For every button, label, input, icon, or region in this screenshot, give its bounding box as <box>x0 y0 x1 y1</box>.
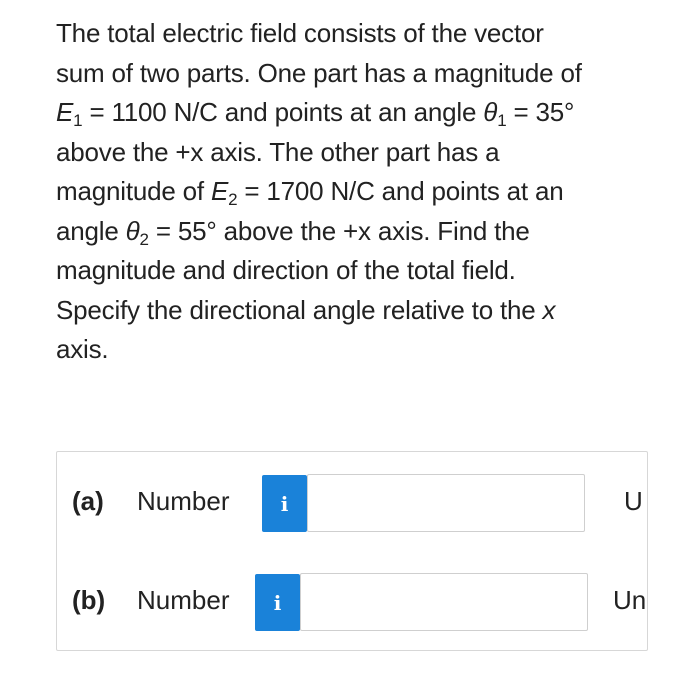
info-icon: i <box>273 590 282 615</box>
number-label-b: Number <box>137 585 230 615</box>
units-select-b[interactable]: Un <box>613 585 647 615</box>
answer-panel <box>56 451 648 651</box>
x-symbol: x <box>542 294 556 325</box>
text-segment: angle <box>56 215 126 246</box>
text-segment: = 55° above the +x axis. Find the <box>148 215 530 246</box>
problem-line-8 <box>56 291 656 331</box>
subscript: 1 <box>497 111 507 130</box>
number-label-a: Number <box>137 486 230 516</box>
number-input-a[interactable] <box>307 474 585 532</box>
part-a-label: (a) <box>72 486 104 516</box>
info-button-b[interactable] <box>255 574 300 631</box>
problem-line-9: axis. <box>56 334 109 364</box>
text-segment: = 1100 N/C and points at an angle <box>82 97 484 127</box>
problem-line-3 <box>56 93 656 133</box>
theta-symbol: θ <box>483 97 498 127</box>
text-segment: = 35° <box>506 97 575 127</box>
subscript: 1 <box>73 111 83 130</box>
problem-line-7: magnitude and direction of the total field. <box>56 255 516 285</box>
problem-line-1: The total electric field consists of the vector <box>56 18 544 48</box>
answer-row-b <box>57 571 649 633</box>
info-icon: i <box>280 491 289 516</box>
units-select-a[interactable]: U <box>624 486 643 516</box>
theta-symbol: θ <box>125 215 140 246</box>
text-segment: Specify the directional angle relative to the <box>56 294 543 325</box>
problem-statement <box>56 14 656 370</box>
e-symbol: E <box>210 176 229 206</box>
problem-line-5 <box>56 172 656 212</box>
answer-row-a <box>57 472 649 534</box>
part-b-label: (b) <box>72 585 106 615</box>
subscript: 2 <box>228 190 238 209</box>
problem-line-6 <box>56 212 656 252</box>
problem-line-4: above the +x axis. The other part has a <box>56 136 500 167</box>
text-segment: = 1700 N/C and points at an <box>237 176 564 206</box>
problem-line-2: sum of two parts. One part has a magnitude of <box>56 57 582 88</box>
number-input-b[interactable] <box>300 573 588 631</box>
text-segment: magnitude of <box>56 176 211 206</box>
subscript: 2 <box>139 229 149 249</box>
e-symbol: E <box>56 97 74 127</box>
info-button-a[interactable] <box>262 475 307 532</box>
